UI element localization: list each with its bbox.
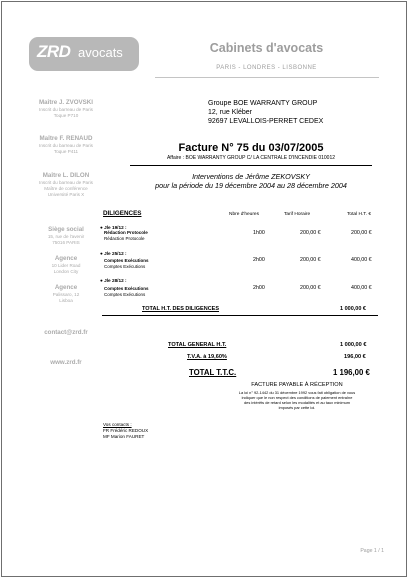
row-hours: 2h00 — [253, 257, 265, 263]
ttc-value: 1 196,00 € — [333, 368, 370, 377]
row-date-text: le 19/12 : — [106, 225, 127, 230]
office-block — [22, 226, 110, 246]
row-date-text: le 28/12 : — [106, 278, 127, 283]
lawyer-detail: Université Paris X — [47, 192, 85, 198]
lawyer-detail: Inscrit du barreau de Paris — [39, 180, 93, 185]
office-detail: Palissaro, 12 — [52, 292, 80, 297]
lawyer-block — [22, 99, 110, 119]
client-line: 92697 LEVALLOIS-PERRET CEDEX — [208, 118, 324, 125]
subtotal-divider — [102, 315, 378, 316]
client-address — [208, 99, 323, 126]
row-total: 400,00 € — [351, 285, 372, 291]
invoice-affaire: Affaire : BOE WARRANTY GROUP C/ LA CENTRALE D'INCENDIE 010012 — [166, 155, 336, 161]
row-date-text: le 25/12 : — [106, 251, 127, 256]
diligences-header: DILIGENCES — [103, 210, 142, 217]
col-rate-header: Tarif Horaire — [284, 212, 311, 217]
table-row-date: ● Jle 28/12 : — [100, 278, 127, 283]
row-rate: 200,00 € — [300, 285, 321, 291]
lawyer-detail: Toque P710 — [53, 113, 79, 119]
office-detail: 75016 PARIS — [52, 240, 80, 246]
row-desc: Comptes Exécutions — [104, 292, 146, 297]
table-row-date: ● Jle 25/12 : — [100, 251, 127, 256]
logo-main-text: ZRD — [37, 42, 71, 61]
ttc-label: TOTAL T.T.C. — [189, 368, 237, 377]
lawyer-block — [22, 135, 110, 155]
row-desc: Comptes Exécutions — [104, 264, 146, 269]
contact-email-text[interactable]: contact@zrd.fr — [44, 329, 88, 336]
total-general-value: 1 000,00 € — [340, 342, 367, 348]
office-detail: 10 Lider Road — [51, 263, 81, 268]
office-block — [22, 284, 110, 304]
lawyer-detail: Maître de conférence — [44, 186, 88, 192]
contact-web-text[interactable]: www.zrd.fr — [50, 359, 82, 366]
office-block — [22, 255, 110, 275]
firm-title: Cabinets d'avocats — [209, 41, 324, 55]
title-divider — [130, 165, 372, 166]
lawyer-detail: Inscrit du barreau de Paris — [39, 143, 93, 148]
client-line: Groupe BOE WARRANTY GROUP — [208, 100, 318, 107]
row-title: Rédaction Protocole — [104, 230, 148, 235]
office-detail: 15, rue de l'avenir — [47, 234, 85, 239]
table-row — [104, 230, 148, 242]
logo-sub-text: avocats — [78, 45, 123, 60]
invoice-title: Facture N° 75 du 03/07/2005 — [178, 142, 324, 154]
client-line: 12, rue Kléber — [208, 109, 252, 116]
payable-notice: FACTURE PAYABLE À RÉCEPTION — [251, 382, 343, 388]
legal-note: La loi n° 92-1442 du 31 décembre 1992 vous fait obligation de vous indiquer que le non respect des conditions de paiement entraîne des intérêts de retard selon les modalités et au taux minimum imposés par cette loi. — [238, 390, 356, 410]
lawyer-name: Maître F. RENAUD — [39, 135, 93, 142]
office-name: Agence — [54, 255, 78, 262]
page-number: Page 1 / 1 — [360, 548, 384, 554]
row-rate: 200,00 € — [300, 257, 321, 263]
subtotal-label: TOTAL H.T. DES DILIGENCES — [142, 306, 220, 312]
office-detail: Lisboa — [59, 298, 73, 304]
office-name: Agence — [54, 284, 78, 291]
row-hours: 2h00 — [253, 285, 265, 291]
row-desc: Rédaction Protocole — [104, 236, 145, 241]
office-name: Siège social — [48, 226, 84, 233]
row-total: 200,00 € — [351, 230, 372, 236]
firm-cities: PARIS - LONDRES - LISBONNE — [216, 65, 317, 71]
contact-email[interactable] — [22, 329, 110, 337]
contact-line: MF Marion FAURET — [103, 434, 145, 439]
contact-web[interactable] — [22, 359, 110, 367]
subtotal-value: 1 000,00 € — [340, 306, 366, 312]
total-general-label: TOTAL GENERAL H.T. — [168, 342, 227, 348]
col-hours-header: Nbre d'heures — [229, 212, 259, 217]
row-title: Comptes Exécutions — [104, 286, 149, 291]
contacts-block — [103, 422, 148, 440]
interventions-line: pour la période du 19 décembre 2004 au 28 décembre 2004 — [155, 181, 347, 190]
table-row — [104, 258, 149, 270]
table-row-date: ● Jle 19/12 : — [100, 225, 127, 230]
contact-line: FR Frédéric REDOUX — [103, 428, 149, 433]
company-logo — [29, 37, 139, 71]
lawyer-block — [22, 172, 110, 198]
row-rate: 200,00 € — [300, 230, 321, 236]
lawyer-detail: Inscrit du barreau de Paris — [39, 107, 93, 112]
tva-value: 196,00 € — [344, 354, 366, 360]
table-row — [104, 286, 149, 298]
row-total: 400,00 € — [351, 257, 372, 263]
office-detail: London City — [53, 269, 79, 275]
lawyer-detail: Toque P411 — [53, 149, 79, 155]
lawyer-name: Maître L. DILON — [42, 172, 90, 179]
row-title: Comptes Exécutions — [104, 258, 149, 263]
invoice-page — [1, 1, 407, 577]
contacts-label: Vos contacts : — [103, 422, 132, 427]
lawyer-name: Maître J. ZVOVSKI — [39, 99, 93, 106]
col-total-header: Total H.T. € — [347, 212, 371, 217]
row-hours: 1h00 — [253, 230, 265, 236]
tva-label: T.V.A. à 19,60% — [187, 354, 227, 360]
interventions-block — [130, 172, 372, 190]
interventions-line: Interventions de Jérôme ZEKOVSKY — [192, 172, 310, 181]
header-divider — [155, 77, 379, 78]
